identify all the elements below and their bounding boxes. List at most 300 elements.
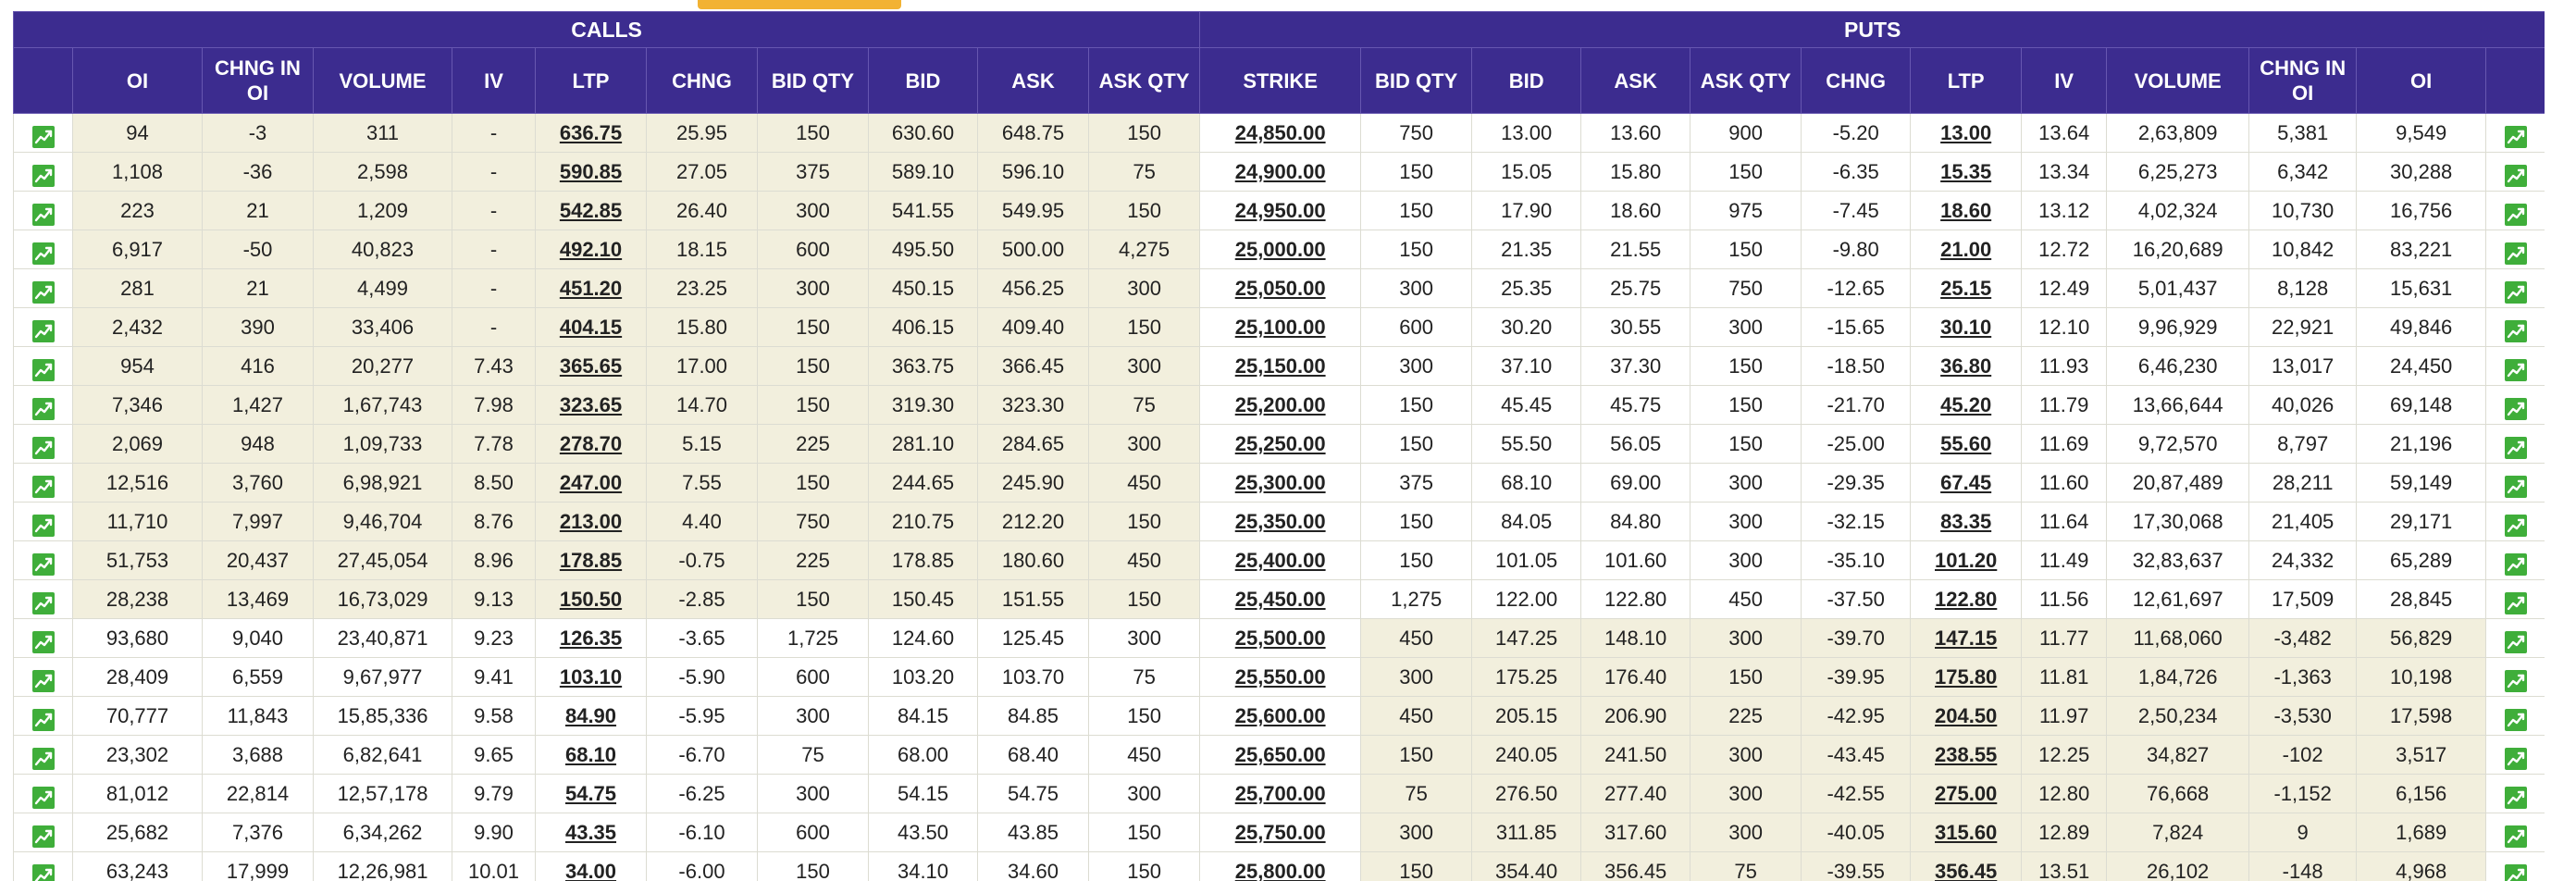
calls-col-bid-qty[interactable]: BID QTY xyxy=(758,48,869,114)
put-iv-cell: 11.56 xyxy=(2022,580,2107,619)
table-row xyxy=(14,619,2545,658)
put-chart-button[interactable] xyxy=(2486,503,2545,541)
put-chart-button[interactable] xyxy=(2486,813,2545,852)
call-chng-in-oi-cell: 9,040 xyxy=(203,619,314,658)
call-chng-cell: -5.95 xyxy=(647,697,758,736)
call-iv-cell: 9.65 xyxy=(452,736,536,775)
chart-icon[interactable] xyxy=(32,864,55,881)
put-ltp-cell[interactable]: 175.80 xyxy=(1911,658,2022,697)
call-chart-button[interactable] xyxy=(14,347,73,386)
put-chart-button[interactable] xyxy=(2486,697,2545,736)
call-chng-cell: 5.15 xyxy=(647,425,758,464)
table-row xyxy=(14,230,2545,269)
put-chng-cell: -43.45 xyxy=(1802,736,1911,775)
chart-icon[interactable] xyxy=(32,631,55,653)
call-bid-cell: 150.45 xyxy=(869,580,978,619)
chart-icon[interactable] xyxy=(2505,242,2527,265)
call-ltp-cell[interactable]: 542.85 xyxy=(536,192,647,230)
call-chart-button[interactable] xyxy=(14,230,73,269)
put-volume-cell: 17,30,068 xyxy=(2107,503,2249,541)
chart-icon[interactable] xyxy=(2505,126,2527,148)
call-chart-button[interactable] xyxy=(14,386,73,425)
strike-price-link[interactable]: 25,350.00 xyxy=(1200,503,1361,541)
put-chart-button[interactable] xyxy=(2486,386,2545,425)
put-chart-button[interactable] xyxy=(2486,230,2545,269)
put-chng-in-oi-cell: 8,128 xyxy=(2249,269,2357,308)
put-bid-cell: 25.35 xyxy=(1472,269,1581,308)
call-ltp-cell[interactable]: 492.10 xyxy=(536,230,647,269)
put-chart-button[interactable] xyxy=(2486,308,2545,347)
call-ask-cell: 103.70 xyxy=(978,658,1089,697)
put-chng-cell: -6.35 xyxy=(1802,153,1911,192)
put-volume-cell: 1,84,726 xyxy=(2107,658,2249,697)
call-iv-cell: 9.79 xyxy=(452,775,536,813)
put-ask-qty-cell: 150 xyxy=(1690,425,1802,464)
strike-price-link[interactable]: 25,800.00 xyxy=(1200,852,1361,881)
put-chng-in-oi-cell: -148 xyxy=(2249,852,2357,881)
strike-price-link[interactable]: 25,450.00 xyxy=(1200,580,1361,619)
calls-col-oi[interactable]: OI xyxy=(73,48,203,114)
put-ltp-cell[interactable]: 25.15 xyxy=(1911,269,2022,308)
put-ltp-cell[interactable]: 21.00 xyxy=(1911,230,2022,269)
chart-icon[interactable] xyxy=(2505,787,2527,809)
chart-icon[interactable] xyxy=(2505,748,2527,770)
strike-price-link[interactable]: 25,100.00 xyxy=(1200,308,1361,347)
call-ask-cell: 54.75 xyxy=(978,775,1089,813)
strike-price-link[interactable]: 25,650.00 xyxy=(1200,736,1361,775)
put-iv-cell: 12.80 xyxy=(2022,775,2107,813)
call-ltp-cell[interactable]: 323.65 xyxy=(536,386,647,425)
call-chart-button[interactable] xyxy=(14,580,73,619)
put-bid-qty-cell: 150 xyxy=(1361,503,1472,541)
calls-col-volume[interactable]: VOLUME xyxy=(314,48,452,114)
put-chart-button[interactable] xyxy=(2486,192,2545,230)
put-volume-cell: 5,01,437 xyxy=(2107,269,2249,308)
table-row xyxy=(14,580,2545,619)
put-iv-cell: 12.72 xyxy=(2022,230,2107,269)
put-bid-qty-cell: 150 xyxy=(1361,230,1472,269)
strike-price-link[interactable]: 25,050.00 xyxy=(1200,269,1361,308)
puts-col-ask-qty[interactable]: ASK QTY xyxy=(1690,48,1802,114)
call-volume-cell: 20,277 xyxy=(314,347,452,386)
put-ask-cell: 148.10 xyxy=(1581,619,1690,658)
put-ask-cell: 21.55 xyxy=(1581,230,1690,269)
put-bid-qty-cell: 150 xyxy=(1361,153,1472,192)
put-ask-qty-cell: 150 xyxy=(1690,658,1802,697)
put-ltp-cell[interactable]: 356.45 xyxy=(1911,852,2022,881)
put-chart-button[interactable] xyxy=(2486,425,2545,464)
puts-col-chng-in-oi[interactable]: CHNG IN OI xyxy=(2249,48,2357,114)
strike-price-link[interactable]: 25,550.00 xyxy=(1200,658,1361,697)
call-ltp-cell[interactable]: 636.75 xyxy=(536,114,647,153)
put-chng-cell: -7.45 xyxy=(1802,192,1911,230)
chart-icon[interactable] xyxy=(32,204,55,226)
put-iv-cell: 13.51 xyxy=(2022,852,2107,881)
chart-icon[interactable] xyxy=(32,126,55,148)
puts-col-oi[interactable]: OI xyxy=(2357,48,2486,114)
call-iv-cell: 9.90 xyxy=(452,813,536,852)
chart-icon[interactable] xyxy=(2505,204,2527,226)
call-ask-cell: 409.40 xyxy=(978,308,1089,347)
calls-col-chng[interactable]: CHNG xyxy=(647,48,758,114)
call-ltp-cell[interactable]: 404.15 xyxy=(536,308,647,347)
calls-col-ltp[interactable]: LTP xyxy=(536,48,647,114)
call-oi-cell: 11,710 xyxy=(73,503,203,541)
strike-price-link[interactable]: 25,500.00 xyxy=(1200,619,1361,658)
put-ask-qty-cell: 150 xyxy=(1690,347,1802,386)
puts-col-ask[interactable]: ASK xyxy=(1581,48,1690,114)
call-chng-cell: 17.00 xyxy=(647,347,758,386)
put-oi-cell: 69,148 xyxy=(2357,386,2486,425)
chart-icon[interactable] xyxy=(2505,592,2527,614)
call-chart-button[interactable] xyxy=(14,153,73,192)
call-chart-button[interactable] xyxy=(14,425,73,464)
call-ask-qty-cell: 150 xyxy=(1089,308,1200,347)
put-ltp-cell[interactable]: 30.10 xyxy=(1911,308,2022,347)
put-ask-qty-cell: 75 xyxy=(1690,852,1802,881)
chart-icon[interactable] xyxy=(2505,864,2527,881)
call-chart-button[interactable] xyxy=(14,541,73,580)
call-bid-qty-cell: 375 xyxy=(758,153,869,192)
put-oi-cell: 4,968 xyxy=(2357,852,2486,881)
puts-col-bid-qty[interactable]: BID QTY xyxy=(1361,48,1472,114)
call-chng-cell: -6.25 xyxy=(647,775,758,813)
call-oi-cell: 223 xyxy=(73,192,203,230)
put-ltp-cell[interactable]: 67.45 xyxy=(1911,464,2022,503)
call-ltp-cell[interactable]: 84.90 xyxy=(536,697,647,736)
call-ltp-cell[interactable]: 247.00 xyxy=(536,464,647,503)
call-bid-cell: 68.00 xyxy=(869,736,978,775)
call-bid-cell: 363.75 xyxy=(869,347,978,386)
chart-icon[interactable] xyxy=(32,476,55,498)
call-volume-cell: 33,406 xyxy=(314,308,452,347)
call-chart-button[interactable] xyxy=(14,697,73,736)
put-chart-button[interactable] xyxy=(2486,464,2545,503)
put-bid-cell: 354.40 xyxy=(1472,852,1581,881)
put-ask-cell: 101.60 xyxy=(1581,541,1690,580)
put-bid-cell: 55.50 xyxy=(1472,425,1581,464)
put-chng-in-oi-cell: 17,509 xyxy=(2249,580,2357,619)
call-chart-button[interactable] xyxy=(14,619,73,658)
call-ask-cell: 34.60 xyxy=(978,852,1089,881)
call-ltp-cell[interactable]: 590.85 xyxy=(536,153,647,192)
put-ltp-cell[interactable]: 315.60 xyxy=(1911,813,2022,852)
call-volume-cell: 23,40,871 xyxy=(314,619,452,658)
put-chng-cell: -39.95 xyxy=(1802,658,1911,697)
call-volume-cell: 1,09,733 xyxy=(314,425,452,464)
call-oi-cell: 63,243 xyxy=(73,852,203,881)
put-chng-in-oi-cell: -3,482 xyxy=(2249,619,2357,658)
chart-icon[interactable] xyxy=(32,437,55,459)
call-oi-cell: 281 xyxy=(73,269,203,308)
chart-icon[interactable] xyxy=(2505,515,2527,537)
puts-col-iv[interactable]: IV xyxy=(2022,48,2107,114)
chart-icon[interactable] xyxy=(2505,320,2527,342)
call-bid-cell: 630.60 xyxy=(869,114,978,153)
chart-icon[interactable] xyxy=(32,709,55,731)
puts-header: PUTS xyxy=(1200,12,2545,48)
table-row xyxy=(14,425,2545,464)
put-volume-cell: 16,20,689 xyxy=(2107,230,2249,269)
strike-price-link[interactable]: 24,850.00 xyxy=(1200,114,1361,153)
put-bid-qty-cell: 450 xyxy=(1361,697,1472,736)
chart-icon[interactable] xyxy=(2505,281,2527,304)
call-volume-cell: 6,34,262 xyxy=(314,813,452,852)
call-ltp-cell[interactable]: 103.10 xyxy=(536,658,647,697)
put-volume-cell: 6,46,230 xyxy=(2107,347,2249,386)
chart-icon[interactable] xyxy=(2505,437,2527,459)
call-ltp-cell[interactable]: 126.35 xyxy=(536,619,647,658)
put-ltp-cell[interactable]: 13.00 xyxy=(1911,114,2022,153)
call-bid-qty-cell: 150 xyxy=(758,464,869,503)
put-bid-qty-cell: 750 xyxy=(1361,114,1472,153)
put-chart-button[interactable] xyxy=(2486,269,2545,308)
put-chart-button[interactable] xyxy=(2486,736,2545,775)
call-ask-cell: 456.25 xyxy=(978,269,1089,308)
put-ltp-cell[interactable]: 101.20 xyxy=(1911,541,2022,580)
put-ltp-cell[interactable]: 122.80 xyxy=(1911,580,2022,619)
put-bid-qty-cell: 300 xyxy=(1361,658,1472,697)
chart-icon[interactable] xyxy=(32,825,55,848)
put-chart-button[interactable] xyxy=(2486,153,2545,192)
call-bid-qty-cell: 225 xyxy=(758,425,869,464)
strike-price-link[interactable]: 25,600.00 xyxy=(1200,697,1361,736)
chart-icon[interactable] xyxy=(32,320,55,342)
puts-col-ltp[interactable]: LTP xyxy=(1911,48,2022,114)
strike-price-link[interactable]: 25,300.00 xyxy=(1200,464,1361,503)
call-bid-qty-cell: 150 xyxy=(758,308,869,347)
chart-icon[interactable] xyxy=(2505,670,2527,692)
call-oi-cell: 51,753 xyxy=(73,541,203,580)
call-ask-cell: 68.40 xyxy=(978,736,1089,775)
call-chart-button[interactable] xyxy=(14,114,73,153)
call-volume-cell: 2,598 xyxy=(314,153,452,192)
call-ltp-cell[interactable]: 278.70 xyxy=(536,425,647,464)
call-ask-qty-cell: 75 xyxy=(1089,658,1200,697)
put-ask-qty-cell: 450 xyxy=(1690,580,1802,619)
call-ask-qty-cell: 450 xyxy=(1089,736,1200,775)
call-ltp-cell[interactable]: 178.85 xyxy=(536,541,647,580)
chart-icon[interactable] xyxy=(2505,165,2527,187)
strike-price-link[interactable]: 25,200.00 xyxy=(1200,386,1361,425)
call-chng-in-oi-cell: 13,469 xyxy=(203,580,314,619)
put-chng-in-oi-cell: -3,530 xyxy=(2249,697,2357,736)
put-chng-cell: -42.95 xyxy=(1802,697,1911,736)
put-ask-qty-cell: 150 xyxy=(1690,230,1802,269)
call-iv-cell: - xyxy=(452,308,536,347)
put-chart-button[interactable] xyxy=(2486,775,2545,813)
put-iv-cell: 12.89 xyxy=(2022,813,2107,852)
put-ltp-cell[interactable]: 83.35 xyxy=(1911,503,2022,541)
put-iv-cell: 13.12 xyxy=(2022,192,2107,230)
put-volume-cell: 76,668 xyxy=(2107,775,2249,813)
put-iv-cell: 11.93 xyxy=(2022,347,2107,386)
call-ask-qty-cell: 300 xyxy=(1089,269,1200,308)
call-ltp-cell[interactable]: 34.00 xyxy=(536,852,647,881)
chart-icon[interactable] xyxy=(2505,476,2527,498)
call-chart-button[interactable] xyxy=(14,852,73,881)
call-chart-button[interactable] xyxy=(14,813,73,852)
call-chng-in-oi-cell: 3,688 xyxy=(203,736,314,775)
call-volume-cell: 6,98,921 xyxy=(314,464,452,503)
put-bid-qty-cell: 450 xyxy=(1361,619,1472,658)
call-ltp-cell[interactable]: 68.10 xyxy=(536,736,647,775)
call-chng-in-oi-cell: 1,427 xyxy=(203,386,314,425)
put-iv-cell: 11.77 xyxy=(2022,619,2107,658)
put-chart-button[interactable] xyxy=(2486,852,2545,881)
put-volume-cell: 32,83,637 xyxy=(2107,541,2249,580)
strike-price-link[interactable]: 25,400.00 xyxy=(1200,541,1361,580)
call-chart-button[interactable] xyxy=(14,736,73,775)
put-bid-qty-cell: 300 xyxy=(1361,813,1472,852)
strike-price-link[interactable]: 24,950.00 xyxy=(1200,192,1361,230)
chart-icon[interactable] xyxy=(32,398,55,420)
call-chng-cell: 25.95 xyxy=(647,114,758,153)
chart-icon[interactable] xyxy=(32,553,55,576)
call-chng-cell: -6.10 xyxy=(647,813,758,852)
chart-icon[interactable] xyxy=(2505,359,2527,381)
put-ltp-cell[interactable]: 18.60 xyxy=(1911,192,2022,230)
call-chart-button[interactable] xyxy=(14,658,73,697)
chart-icon[interactable] xyxy=(2505,631,2527,653)
chart-icon[interactable] xyxy=(32,359,55,381)
call-ask-qty-cell: 300 xyxy=(1089,425,1200,464)
put-bid-cell: 175.25 xyxy=(1472,658,1581,697)
puts-col-chng[interactable]: CHNG xyxy=(1802,48,1911,114)
put-ltp-cell[interactable]: 45.20 xyxy=(1911,386,2022,425)
put-ltp-cell[interactable]: 275.00 xyxy=(1911,775,2022,813)
strike-price-link[interactable]: 25,250.00 xyxy=(1200,425,1361,464)
puts-col-volume[interactable]: VOLUME xyxy=(2107,48,2249,114)
put-ask-qty-cell: 150 xyxy=(1690,386,1802,425)
put-ask-cell: 13.60 xyxy=(1581,114,1690,153)
strike-price-link[interactable]: 25,150.00 xyxy=(1200,347,1361,386)
calls-col-iv[interactable]: IV xyxy=(452,48,536,114)
call-chng-in-oi-cell: 416 xyxy=(203,347,314,386)
puts-col-bid[interactable]: BID xyxy=(1472,48,1581,114)
put-ltp-cell[interactable]: 55.60 xyxy=(1911,425,2022,464)
put-ltp-cell[interactable]: 238.55 xyxy=(1911,736,2022,775)
call-chart-button[interactable] xyxy=(14,464,73,503)
call-oi-cell: 94 xyxy=(73,114,203,153)
chart-icon[interactable] xyxy=(2505,553,2527,576)
put-volume-cell: 34,827 xyxy=(2107,736,2249,775)
calls-col-ask-qty[interactable]: ASK QTY xyxy=(1089,48,1200,114)
call-ask-cell: 43.85 xyxy=(978,813,1089,852)
put-oi-cell: 15,631 xyxy=(2357,269,2486,308)
put-ltp-cell[interactable]: 204.50 xyxy=(1911,697,2022,736)
call-ask-cell: 500.00 xyxy=(978,230,1089,269)
put-oi-cell: 6,156 xyxy=(2357,775,2486,813)
put-iv-cell: 13.34 xyxy=(2022,153,2107,192)
put-ltp-cell[interactable]: 36.80 xyxy=(1911,347,2022,386)
call-ask-qty-cell: 150 xyxy=(1089,580,1200,619)
chart-icon[interactable] xyxy=(32,670,55,692)
put-volume-cell: 12,61,697 xyxy=(2107,580,2249,619)
put-chart-button[interactable] xyxy=(2486,347,2545,386)
put-ask-cell: 206.90 xyxy=(1581,697,1690,736)
call-ask-qty-cell: 75 xyxy=(1089,386,1200,425)
strike-price-link[interactable]: 24,900.00 xyxy=(1200,153,1361,192)
call-ltp-cell[interactable]: 43.35 xyxy=(536,813,647,852)
put-chart-button[interactable] xyxy=(2486,619,2545,658)
strike-price-link[interactable]: 25,000.00 xyxy=(1200,230,1361,269)
put-bid-qty-cell: 300 xyxy=(1361,269,1472,308)
put-ltp-cell[interactable]: 147.15 xyxy=(1911,619,2022,658)
put-bid-cell: 276.50 xyxy=(1472,775,1581,813)
chart-icon[interactable] xyxy=(32,165,55,187)
put-chng-in-oi-cell: 8,797 xyxy=(2249,425,2357,464)
call-iv-cell: - xyxy=(452,230,536,269)
put-chng-cell: -9.80 xyxy=(1802,230,1911,269)
put-volume-cell: 2,63,809 xyxy=(2107,114,2249,153)
put-ask-cell: 30.55 xyxy=(1581,308,1690,347)
call-ltp-cell[interactable]: 150.50 xyxy=(536,580,647,619)
chart-icon[interactable] xyxy=(32,748,55,770)
chart-icon[interactable] xyxy=(32,281,55,304)
call-chart-button[interactable] xyxy=(14,503,73,541)
put-chart-button[interactable] xyxy=(2486,580,2545,619)
put-ltp-cell[interactable]: 15.35 xyxy=(1911,153,2022,192)
table-row xyxy=(14,308,2545,347)
calls-col-bid[interactable]: BID xyxy=(869,48,978,114)
call-ask-qty-cell: 150 xyxy=(1089,697,1200,736)
chart-icon[interactable] xyxy=(32,515,55,537)
call-bid-cell: 124.60 xyxy=(869,619,978,658)
calls-col-chng-in-oi[interactable]: CHNG IN OI xyxy=(203,48,314,114)
call-chng-cell: 4.40 xyxy=(647,503,758,541)
put-chart-button[interactable] xyxy=(2486,541,2545,580)
call-ltp-cell[interactable]: 213.00 xyxy=(536,503,647,541)
put-iv-cell: 12.25 xyxy=(2022,736,2107,775)
put-chart-button[interactable] xyxy=(2486,114,2545,153)
put-chng-in-oi-cell: 9 xyxy=(2249,813,2357,852)
call-ltp-cell[interactable]: 365.65 xyxy=(536,347,647,386)
call-iv-cell: - xyxy=(452,269,536,308)
call-chart-button[interactable] xyxy=(14,775,73,813)
put-ask-cell: 45.75 xyxy=(1581,386,1690,425)
put-oi-cell: 56,829 xyxy=(2357,619,2486,658)
call-chart-button[interactable] xyxy=(14,269,73,308)
chart-icon[interactable] xyxy=(2505,825,2527,848)
call-bid-qty-cell: 600 xyxy=(758,658,869,697)
calls-col-ask[interactable]: ASK xyxy=(978,48,1089,114)
call-chart-button[interactable] xyxy=(14,192,73,230)
call-chart-button[interactable] xyxy=(14,308,73,347)
put-volume-cell: 9,96,929 xyxy=(2107,308,2249,347)
put-chng-cell: -29.35 xyxy=(1802,464,1911,503)
chart-icon[interactable] xyxy=(2505,709,2527,731)
call-ltp-cell[interactable]: 54.75 xyxy=(536,775,647,813)
chart-icon[interactable] xyxy=(32,787,55,809)
call-bid-cell: 43.50 xyxy=(869,813,978,852)
col-strike[interactable]: STRIKE xyxy=(1200,48,1361,114)
call-volume-cell: 6,82,641 xyxy=(314,736,452,775)
chart-icon[interactable] xyxy=(32,242,55,265)
strike-price-link[interactable]: 25,750.00 xyxy=(1200,813,1361,852)
chart-icon[interactable] xyxy=(32,592,55,614)
put-iv-cell: 11.64 xyxy=(2022,503,2107,541)
put-ask-cell: 69.00 xyxy=(1581,464,1690,503)
put-chart-button[interactable] xyxy=(2486,658,2545,697)
call-iv-cell: 7.98 xyxy=(452,386,536,425)
put-chng-in-oi-cell: 22,921 xyxy=(2249,308,2357,347)
put-chng-in-oi-cell: 6,342 xyxy=(2249,153,2357,192)
call-ltp-cell[interactable]: 451.20 xyxy=(536,269,647,308)
call-ask-cell: 323.30 xyxy=(978,386,1089,425)
chart-icon[interactable] xyxy=(2505,398,2527,420)
strike-price-link[interactable]: 25,700.00 xyxy=(1200,775,1361,813)
